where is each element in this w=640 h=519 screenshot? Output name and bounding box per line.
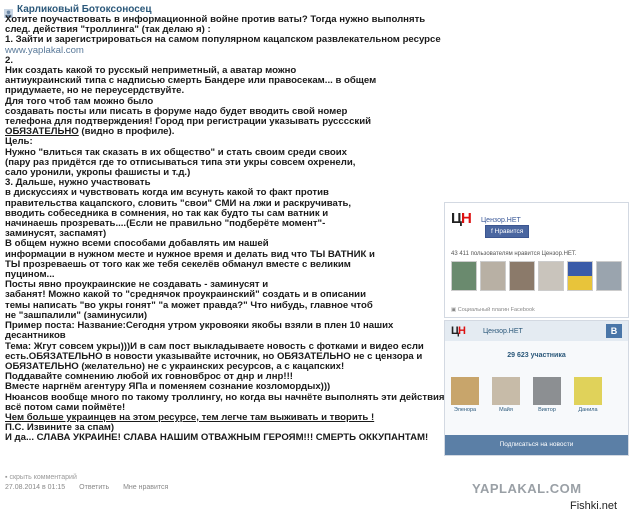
post-line: придумаете, но не переусердствуйте. <box>5 85 185 97</box>
like-link[interactable]: Мне нравится <box>123 484 169 491</box>
fb-like-button[interactable]: f Нравится <box>485 225 529 238</box>
fishki-watermark: Fishki.net <box>570 500 618 512</box>
post-line: не "зашпалили" (заминусили) <box>5 309 148 321</box>
fb-avatar[interactable] <box>567 261 593 291</box>
post-line: Хотите поучаствовать в информационной войне против ваты? Тогда нужно выполнять <box>5 14 426 25</box>
post-line: Чем больше украинцев на этом ресурсе, тем легче там выживать и творить ! <box>5 411 375 423</box>
fb-header <box>445 203 628 230</box>
post-line: ОБЯЗАТЕЛЬНО (видно в профиле). <box>5 126 175 138</box>
vk-widget <box>444 320 629 456</box>
censor-logo: ЦН <box>451 210 471 227</box>
post-line: Вместе наргнём агентуру ЯПа и поменяем сознание козломордых))) <box>5 381 331 393</box>
post-line: ОБЯЗАТЕЛЬНО (желательно) не с украинских ресурсов, а с кацапских! <box>5 360 345 372</box>
post-line: создавать посты или писать в форуме надо будет вводить свой номер <box>5 105 348 117</box>
minus-icon: ▪ <box>5 474 10 481</box>
post-line: Поддавайте сомнению любой их говновброс от днр и лнр!!! <box>5 371 293 383</box>
post-link[interactable]: www.yaplakal.com <box>5 44 84 56</box>
post-line: заминусят, заспамят) <box>5 228 107 240</box>
hide-comments-link[interactable]: ▪ скрыть комментарий <box>5 474 77 481</box>
fb-thumb-icon: f <box>491 228 495 235</box>
vk-member-count: 29 623 участника <box>507 352 566 359</box>
post-line: темы написать "во укры гонят" "а может правда?" Что нибудь, главное чтоб <box>5 299 373 311</box>
vk-person[interactable]: Данила <box>574 377 602 413</box>
fb-avatar[interactable] <box>480 261 506 291</box>
yaplakal-watermark: YAPLAKAL.COM <box>472 481 582 496</box>
post-line: пуцином... <box>5 269 55 281</box>
vk-logo-button[interactable]: В <box>606 324 622 338</box>
vk-page-title[interactable]: Цензор.НЕТ <box>483 327 523 335</box>
post-line: П.С. Извините за спам) <box>5 422 115 434</box>
vk-header <box>445 321 628 341</box>
post-line: десантников <box>5 330 66 342</box>
fb-avatar[interactable] <box>596 261 622 291</box>
post-line: 1. Зайти и зарегистрироваться на самом популярном кацапском развлекательном ресурсе <box>5 34 441 46</box>
fb-plugin-icon: ▣ <box>451 307 458 313</box>
post-line: ТЫ прозреваешь от того как же тебя секелёв обманул вместе с великим <box>5 258 351 270</box>
avatar <box>492 377 520 405</box>
post-line: сало уронили, укропы фашисты и т.д.) <box>5 167 191 179</box>
post-line: есть.ОБЯЗАТЕЛЬНО в новости указывайте источник, но ОБЯЗАТЕЛЬНО не с цензора и <box>5 350 423 362</box>
fb-page-title[interactable]: Цензор.НЕТ <box>481 216 521 224</box>
post-line: Нюансов вообще много по такому троллингу, но когда вы начнёте выполнять эти действия <box>5 391 445 403</box>
fb-avatar[interactable] <box>538 261 564 291</box>
post-line: И да... СЛАВА УКРАИНЕ! СЛАВА НАШИМ ОТВАЖНЫМ ГЕРОЯМ!!! СМЕРТЬ ОККУПАНТАМ! <box>5 432 429 444</box>
post-line: Тема: Жгут совсем укры)))И в сам пост выкладываете новость с фотками и видео если <box>5 340 424 352</box>
fb-like-count: 43 411 пользователям нравится Цензор.НЕТ. <box>451 251 577 257</box>
post-line: вводить собеседника в сомнения, но так как будто ты сам ватник и <box>5 207 329 219</box>
post-line: забанят! Можно какой то "среднячок проукраинский" создать и в описании <box>5 289 366 301</box>
avatar <box>533 377 561 405</box>
vk-subscribe-button[interactable]: Подписаться на новости <box>445 435 628 455</box>
facebook-widget <box>444 202 629 318</box>
fb-avatar[interactable] <box>509 261 535 291</box>
post-line: в дискуссиях и чувствовать когда им всунуть какой то факт против <box>5 187 329 199</box>
censor-logo: ЦН <box>451 325 465 337</box>
post-line: Ник создать какой то русскый неприметный, а аватар можно <box>5 65 297 77</box>
avatar <box>574 377 602 405</box>
post-line: Цель: <box>5 136 33 148</box>
post-line: телефона для подтверждения! Город при регистрации указывать русссский <box>5 116 371 128</box>
post-meta <box>5 484 168 491</box>
post-line: Нужно "влиться так сказать в их общество" и стать своим среди своих <box>5 146 347 158</box>
post-line: Пример поста: Название:Сегодня утром укровояки якобы взяли в плен 10 наших <box>5 320 394 332</box>
post-line: Для того чтоб там можно было <box>5 95 154 107</box>
post-line: (пару раз придётся где то отписываться типа эти укры совсем охренели, <box>5 156 356 168</box>
post-line: Посты явно проукраинские не создавать - заминусят и <box>5 279 269 291</box>
author-name[interactable]: Карликовый Ботоксоносец <box>17 3 152 15</box>
post-line: антиукраинский типа с надписью смерть Бандере или правосекам... в общем <box>5 75 377 87</box>
vk-person[interactable]: Майя <box>492 377 520 413</box>
post-line: 2. <box>5 54 14 66</box>
post-body <box>5 14 445 444</box>
fb-plugin-footer: ▣ Социальный плагин Facebook <box>451 307 535 313</box>
fb-avatar[interactable] <box>451 261 477 291</box>
post-line: 3. Дальше, нужно участвовать <box>5 177 151 189</box>
vk-person[interactable]: Виктор <box>533 377 561 413</box>
post-line: всё потом сами поймёте! <box>5 401 126 413</box>
user-icon <box>4 5 13 14</box>
vk-person[interactable]: Эленора <box>451 377 479 413</box>
post-line: информации в нужном месте и нужное время и делать вид что ТЫ ВАТНИК и <box>5 248 375 260</box>
post-date: 27.08.2014 в 01:15 <box>5 484 66 491</box>
post-line: след. действия "троллинга" (так делаю я) : <box>5 24 211 36</box>
fb-faces <box>451 261 622 291</box>
vk-people <box>451 377 602 413</box>
reply-link[interactable]: Ответить <box>79 484 110 491</box>
post-line: начинаешь прозревать....(Если не правильно "подберёте момент"- <box>5 218 326 230</box>
post-line: В общем нужно всеми способами добавлять им нашей <box>5 238 269 250</box>
post-line: правительства кацапского, словить "свои" СМИ на лжи и раскручивать, <box>5 197 352 209</box>
avatar <box>451 377 479 405</box>
